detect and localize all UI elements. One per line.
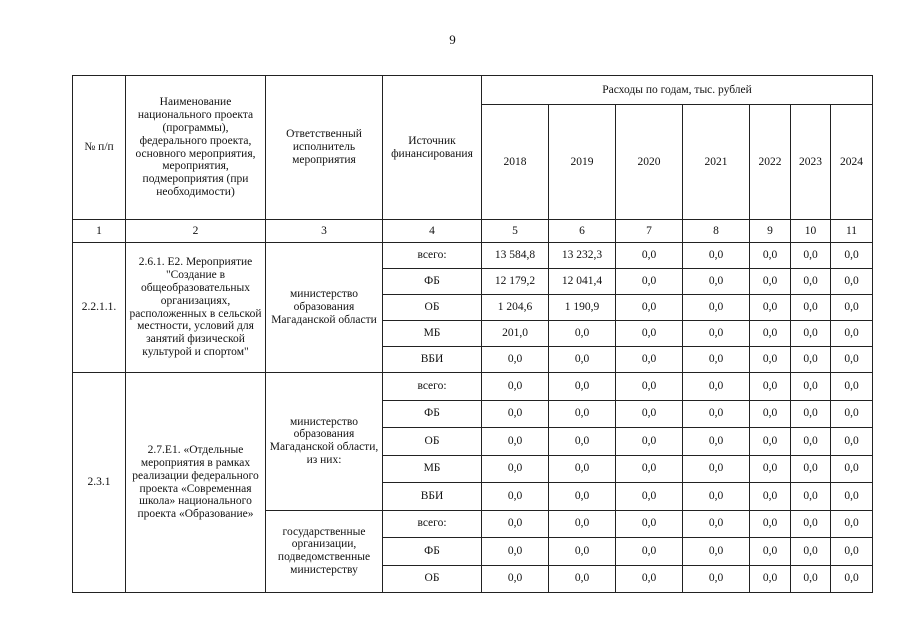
value-cell: 0,0 [683,321,750,347]
value-cell: 0,0 [549,510,616,538]
value-cell: 0,0 [549,428,616,456]
value-cell: 0,0 [616,295,683,321]
value-cell: 0,0 [616,483,683,511]
value-cell: 201,0 [482,321,549,347]
value-cell: 0,0 [831,321,873,347]
value-cell: 0,0 [549,347,616,373]
funding-source: ФБ [383,538,482,566]
measure-name: 2.6.1. Е2. Мероприятие "Создание в общеобразовательных организациях, расположенных в сельской местности, условий для занятий физической культурой и спортом" [126,243,266,373]
value-cell: 0,0 [791,483,831,511]
value-cell: 0,0 [683,400,750,428]
value-cell: 0,0 [683,243,750,269]
value-cell: 0,0 [616,428,683,456]
column-number: 4 [383,220,482,243]
header-year: 2021 [683,105,750,220]
value-cell: 0,0 [831,243,873,269]
executor: министерство образования Магаданской области [266,243,383,373]
value-cell: 0,0 [750,455,791,483]
column-number-row [73,220,873,243]
value-cell: 13 232,3 [549,243,616,269]
value-cell: 0,0 [683,295,750,321]
header-year: 2019 [549,105,616,220]
value-cell: 0,0 [750,510,791,538]
value-cell: 0,0 [482,373,549,401]
header-executor: Ответственный исполнитель мероприятия [266,76,383,220]
measure-name: 2.7.Е1. «Отдельные мероприятия в рамках реализации федерального проекта «Современная школа» национального проекта «Образование» [126,373,266,593]
value-cell: 0,0 [616,565,683,593]
value-cell: 0,0 [549,373,616,401]
value-cell: 0,0 [791,510,831,538]
value-cell: 0,0 [791,321,831,347]
table-row [73,243,873,269]
value-cell: 0,0 [683,510,750,538]
value-cell: 0,0 [549,483,616,511]
value-cell: 0,0 [482,455,549,483]
value-cell: 0,0 [683,373,750,401]
value-cell: 0,0 [791,269,831,295]
value-cell: 0,0 [549,538,616,566]
value-cell: 0,0 [831,510,873,538]
value-cell: 0,0 [616,455,683,483]
value-cell: 0,0 [831,428,873,456]
value-cell: 0,0 [791,428,831,456]
value-cell: 12 179,2 [482,269,549,295]
value-cell: 12 041,4 [549,269,616,295]
header-row [73,76,873,105]
value-cell: 1 204,6 [482,295,549,321]
value-cell: 0,0 [750,428,791,456]
value-cell: 0,0 [482,347,549,373]
value-cell: 0,0 [549,565,616,593]
column-number: 2 [126,220,266,243]
value-cell: 0,0 [831,347,873,373]
funding-source: ОБ [383,428,482,456]
funding-source: ВБИ [383,483,482,511]
value-cell: 0,0 [482,565,549,593]
header-expenses: Расходы по годам, тыс. рублей [482,76,873,105]
value-cell: 0,0 [482,428,549,456]
value-cell: 0,0 [791,400,831,428]
value-cell: 0,0 [616,347,683,373]
header-year: 2022 [750,105,791,220]
column-number: 6 [549,220,616,243]
value-cell: 0,0 [616,373,683,401]
value-cell: 0,0 [549,400,616,428]
value-cell: 0,0 [616,243,683,269]
funding-source: всего: [383,510,482,538]
value-cell: 0,0 [616,269,683,295]
column-number: 9 [750,220,791,243]
value-cell: 0,0 [683,483,750,511]
column-number: 7 [616,220,683,243]
value-cell: 0,0 [791,243,831,269]
row-number: 2.2.1.1. [73,243,126,373]
column-number: 10 [791,220,831,243]
value-cell: 0,0 [831,269,873,295]
value-cell: 13 584,8 [482,243,549,269]
value-cell: 0,0 [683,538,750,566]
value-cell: 0,0 [616,321,683,347]
header-source: Источник финансирования [383,76,482,220]
budget-table [72,75,873,593]
value-cell: 0,0 [750,483,791,511]
value-cell: 0,0 [683,455,750,483]
value-cell: 0,0 [616,400,683,428]
value-cell: 0,0 [750,565,791,593]
row-number: 2.3.1 [73,373,126,593]
header-year: 2020 [616,105,683,220]
funding-source: ОБ [383,295,482,321]
value-cell: 0,0 [791,538,831,566]
funding-source: ВБИ [383,347,482,373]
value-cell: 0,0 [549,455,616,483]
column-number: 1 [73,220,126,243]
value-cell: 0,0 [831,483,873,511]
funding-source: ФБ [383,400,482,428]
value-cell: 0,0 [791,347,831,373]
header-year: 2024 [831,105,873,220]
value-cell: 0,0 [683,347,750,373]
value-cell: 0,0 [482,400,549,428]
page-number: 9 [449,32,456,47]
value-cell: 0,0 [750,243,791,269]
funding-source: всего: [383,373,482,401]
value-cell: 0,0 [750,373,791,401]
executor: министерство образования Магаданской области, из них: [266,373,383,511]
value-cell: 0,0 [831,400,873,428]
value-cell: 0,0 [683,269,750,295]
header-year: 2023 [791,105,831,220]
value-cell: 0,0 [831,538,873,566]
funding-source: ОБ [383,565,482,593]
header-num: № п/п [73,76,126,220]
funding-source: МБ [383,455,482,483]
value-cell: 0,0 [616,510,683,538]
funding-source: всего: [383,243,482,269]
table-row [73,373,873,401]
value-cell: 0,0 [750,347,791,373]
column-number: 8 [683,220,750,243]
value-cell: 0,0 [482,510,549,538]
funding-source: МБ [383,321,482,347]
value-cell: 0,0 [750,321,791,347]
header-name: Наименование национального проекта (программы), федерального проекта, основного мероприятия, мероприятия, подмероприятия (при необходимости) [126,76,266,220]
value-cell: 0,0 [750,538,791,566]
value-cell: 0,0 [616,538,683,566]
value-cell: 0,0 [482,538,549,566]
value-cell: 0,0 [791,373,831,401]
value-cell: 0,0 [482,483,549,511]
value-cell: 0,0 [549,321,616,347]
value-cell: 0,0 [750,400,791,428]
value-cell: 0,0 [791,295,831,321]
column-number: 11 [831,220,873,243]
value-cell: 0,0 [831,455,873,483]
value-cell: 0,0 [750,295,791,321]
value-cell: 0,0 [831,295,873,321]
column-number: 3 [266,220,383,243]
value-cell: 0,0 [831,565,873,593]
funding-source: ФБ [383,269,482,295]
value-cell: 0,0 [750,269,791,295]
value-cell: 0,0 [683,565,750,593]
value-cell: 0,0 [831,373,873,401]
value-cell: 1 190,9 [549,295,616,321]
column-number: 5 [482,220,549,243]
value-cell: 0,0 [791,565,831,593]
value-cell: 0,0 [683,428,750,456]
header-year: 2018 [482,105,549,220]
value-cell: 0,0 [791,455,831,483]
executor: государственные организации, подведомственные министерству [266,510,383,593]
